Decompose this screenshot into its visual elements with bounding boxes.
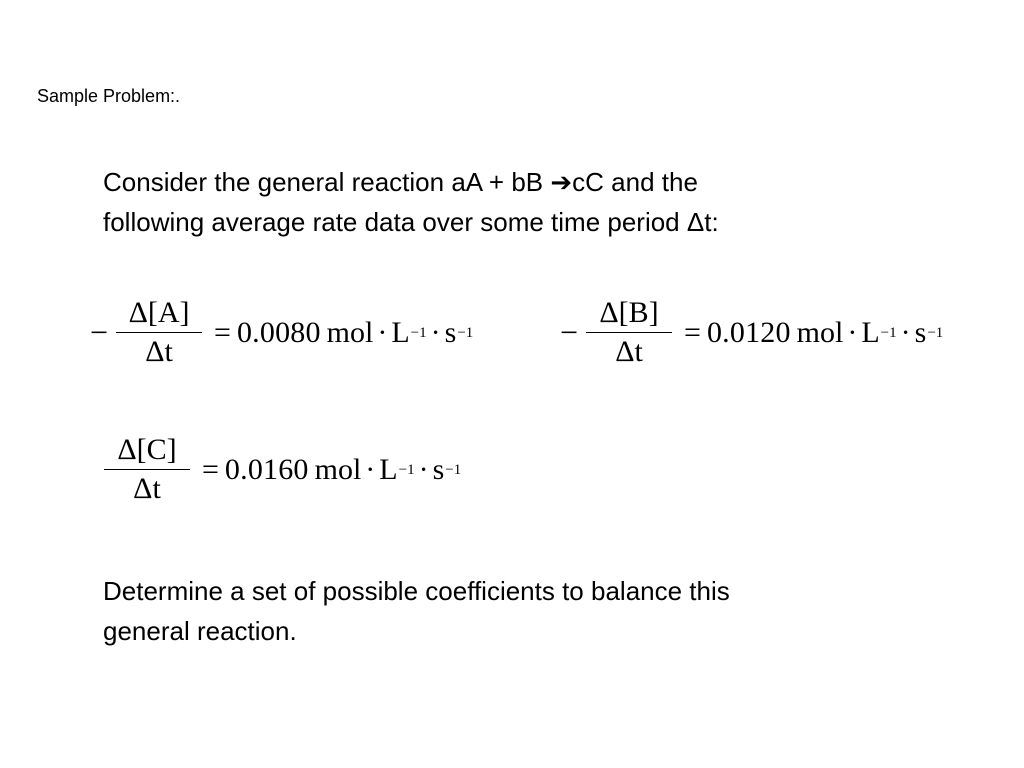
rate-equation-c: $\frac{\Delta[C]}{\Delta t}$ = 0.0160 mol · L −1 · s −1 bbox=[104, 433, 461, 506]
question-paragraph bbox=[103, 571, 903, 651]
unit-mol: mol bbox=[796, 315, 844, 349]
intro-line-1 bbox=[103, 162, 903, 202]
equals-sign: = bbox=[202, 452, 219, 486]
unit-second: s bbox=[444, 315, 457, 349]
rate-fraction bbox=[586, 296, 672, 369]
fraction-denominator: Δt bbox=[586, 332, 672, 369]
equals-sign: = bbox=[214, 315, 231, 349]
multiply-dot: · bbox=[847, 315, 858, 349]
unit-second: s bbox=[914, 315, 927, 349]
fraction-numerator: Δ[A] bbox=[128, 296, 190, 329]
fraction-numerator: Δ[C] bbox=[117, 433, 177, 466]
rate-equation-b: − $\frac{\Delta[B]}{\Delta t}$ = 0.0120 mol · L −1 · s −1 bbox=[560, 296, 944, 368]
rate-value: 0.0120 bbox=[706, 315, 791, 349]
multiply-dot: · bbox=[377, 315, 388, 349]
intro-line-1-text: Consider the general reaction aA + bB bbox=[103, 167, 551, 197]
rate-value: 0.0160 bbox=[224, 452, 309, 486]
multiply-dot: · bbox=[900, 315, 911, 349]
unit-liter: L bbox=[391, 315, 410, 349]
rate-equation-a: − $\frac{\Delta[A]}{\Delta t}$ = 0.0080 mol · L −1 · s −1 bbox=[90, 296, 474, 368]
unit-liter: L bbox=[861, 315, 880, 349]
unit-mol: mol bbox=[326, 315, 374, 349]
fraction-numerator: Δ[B] bbox=[599, 296, 659, 329]
unit-liter: L bbox=[379, 452, 398, 486]
minus-sign: − bbox=[560, 314, 579, 350]
minus-sign: − bbox=[90, 314, 109, 350]
multiply-dot: · bbox=[430, 315, 441, 349]
fraction-denominator: Δt bbox=[116, 332, 202, 369]
equals-sign: = bbox=[684, 315, 701, 349]
multiply-dot: · bbox=[418, 452, 429, 486]
reaction-arrow-icon: ➔ bbox=[550, 167, 573, 197]
rate-value: 0.0080 bbox=[236, 315, 321, 349]
intro-line-2: following average rate data over some time period Δt: bbox=[103, 207, 719, 237]
intro-paragraph bbox=[103, 162, 903, 242]
intro-line-1-end: cC and the bbox=[572, 167, 698, 197]
multiply-dot: · bbox=[365, 452, 376, 486]
slide-heading: Sample Problem:. bbox=[37, 86, 181, 106]
question-line-2: general reaction. bbox=[103, 616, 297, 646]
unit-mol: mol bbox=[314, 452, 362, 486]
rate-fraction bbox=[104, 433, 190, 506]
question-line-1: Determine a set of possible coefficients to balance this bbox=[103, 576, 730, 606]
rate-fraction bbox=[116, 296, 202, 369]
unit-second: s bbox=[432, 452, 445, 486]
fraction-denominator: Δt bbox=[104, 469, 190, 506]
